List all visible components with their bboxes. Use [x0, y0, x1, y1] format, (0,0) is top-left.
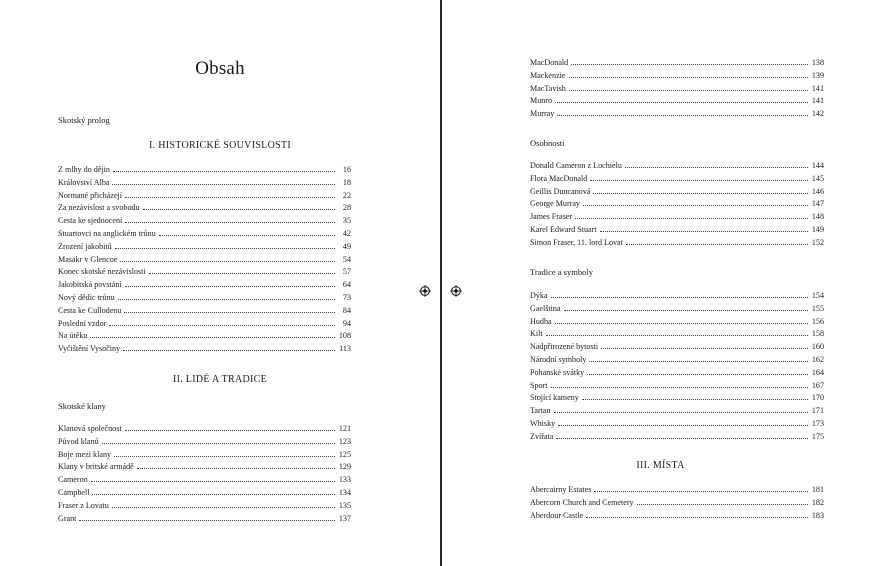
- toc-entry: [530, 406, 824, 419]
- toc-entry: [530, 238, 824, 251]
- toc-entry-title: Hudba: [530, 316, 552, 326]
- toc-entry-title: Království Alba: [58, 177, 110, 187]
- toc-entry-title: Karel Edward Stuart: [530, 224, 597, 234]
- toc-entry-page-number: 135: [338, 500, 351, 510]
- toc-entry-title: Donald Cameron z Lochielu: [530, 161, 622, 170]
- toc-leader-dots: [125, 197, 335, 198]
- toc-entry: [58, 514, 351, 527]
- toc-entry: [58, 280, 351, 293]
- toc-leader-dots: [124, 312, 335, 313]
- toc-entry: [530, 419, 824, 432]
- toc-entry-page-number: 108: [338, 331, 351, 341]
- toc-entry-title: Z mlhy do dějin: [58, 165, 110, 174]
- toc-entry-title: Aberdour Castle: [530, 510, 584, 520]
- toc-entry-title: Cameron: [58, 475, 88, 485]
- toc-entry: [530, 71, 824, 84]
- toc-entry: [58, 267, 351, 280]
- toc-entry: [530, 355, 824, 368]
- toc-leader-dots: [149, 273, 335, 274]
- toc-entry: [530, 199, 824, 212]
- toc-entry: [58, 437, 351, 450]
- toc-entry-title: Abercairny Estates: [530, 485, 592, 494]
- toc-entry-page-number: 134: [338, 487, 351, 497]
- toc-entry-page-number: 84: [342, 305, 351, 315]
- toc-entry: [58, 475, 351, 488]
- toc-leader-dots: [109, 325, 335, 326]
- toc-entry: [58, 424, 351, 437]
- toc-entry-title: Stojící kameny: [530, 393, 579, 403]
- toc-entry-page-number: 42: [342, 228, 351, 238]
- toc-entry: [530, 58, 824, 71]
- toc-entry: [530, 432, 824, 445]
- toc-leader-dots: [91, 481, 335, 482]
- section-heading-places: III. MÍSTA: [636, 460, 685, 471]
- toc-entry-page-number: 28: [342, 203, 351, 213]
- toc-leader-dots: [586, 517, 808, 518]
- toc-entry-page-number: 57: [342, 267, 351, 277]
- toc-entry: [58, 203, 351, 216]
- toc-entry-page-number: 149: [811, 224, 824, 234]
- toc-entry-title: Boje mezi klany: [58, 449, 112, 459]
- toc-entry-title: Sport: [530, 380, 548, 390]
- toc-entry: [530, 84, 824, 97]
- toc-entry-page-number: 139: [811, 70, 824, 80]
- toc-entry-title: Murray: [530, 109, 555, 119]
- toc-list-clans: [58, 424, 351, 526]
- toc-leader-dots: [564, 310, 808, 311]
- toc-entry: [530, 393, 824, 406]
- toc-entry: [58, 229, 351, 242]
- toc-entry: [58, 165, 351, 178]
- toc-leader-dots: [118, 299, 335, 300]
- toc-leader-dots: [594, 491, 808, 492]
- toc-leader-dots: [575, 218, 808, 219]
- toc-list-historic: [58, 165, 351, 357]
- toc-entry-title: Nadpřirozené bytosti: [530, 342, 599, 352]
- toc-entry: [530, 212, 824, 225]
- section-heading-people: II. LIDÉ A TRADICE: [172, 374, 268, 385]
- toc-entry-title: Campbell: [58, 487, 90, 497]
- toc-entry: [58, 306, 351, 319]
- toc-entry-title: Původ klanů: [58, 436, 99, 446]
- toc-entry-title: Za nezávislost a svobodu: [58, 203, 140, 213]
- toc-entry-title: Vyčištění Vysočiny: [58, 344, 121, 354]
- toc-entry-page-number: 141: [811, 83, 824, 93]
- toc-entry-title: Abercorn Church and Cemetery: [530, 497, 634, 507]
- toc-entry: [58, 319, 351, 332]
- toc-entry-page-number: 113: [339, 344, 351, 354]
- toc-entry-page-number: 35: [342, 216, 351, 226]
- toc-entry-title: Normané přicházejí: [58, 190, 123, 200]
- toc-entry-page-number: 173: [811, 418, 824, 428]
- toc-entry-title: James Fraser: [530, 212, 573, 222]
- toc-entry: [58, 331, 351, 344]
- toc-entry-title: Masakr v Glencoe: [58, 254, 118, 264]
- toc-entry: [530, 174, 824, 187]
- toc-entry-page-number: 148: [811, 212, 824, 222]
- toc-list-clans-continued: [530, 58, 824, 122]
- toc-entry-title: Munro: [530, 96, 553, 106]
- toc-entry: [530, 485, 824, 498]
- toc-leader-dots: [125, 430, 335, 431]
- toc-leader-dots: [90, 337, 335, 338]
- toc-entry-title: Cesta ke sjednocení: [58, 216, 123, 226]
- toc-leader-dots: [551, 387, 808, 388]
- toc-entry-page-number: 162: [811, 354, 824, 364]
- toc-entry-page-number: 123: [338, 436, 351, 446]
- toc-entry-page-number: 144: [811, 161, 824, 170]
- toc-entry: [530, 511, 824, 524]
- toc-entry: [530, 225, 824, 238]
- toc-entry-page-number: 183: [811, 510, 824, 520]
- toc-entry-page-number: 64: [342, 280, 351, 290]
- toc-leader-dots: [600, 231, 808, 232]
- toc-leader-dots: [593, 193, 808, 194]
- registration-mark-right-icon: [450, 285, 462, 297]
- toc-entry-page-number: 49: [342, 241, 351, 251]
- toc-leader-dots: [120, 261, 335, 262]
- toc-leader-dots: [102, 443, 335, 444]
- toc-entry: [530, 109, 824, 122]
- toc-entry-page-number: 154: [811, 291, 824, 300]
- toc-entry-title: George Murray: [530, 199, 580, 209]
- toc-leader-dots: [582, 399, 808, 400]
- toc-entry: [58, 242, 351, 255]
- toc-leader-dots: [637, 504, 808, 505]
- toc-entry-page-number: 156: [811, 316, 824, 326]
- toc-entry: [530, 161, 824, 174]
- toc-entry-title: Mackenzie: [530, 70, 566, 80]
- toc-list-traditions: [530, 291, 824, 445]
- toc-entry-page-number: 129: [338, 462, 351, 472]
- toc-entry: [58, 255, 351, 268]
- toc-entry: [58, 293, 351, 306]
- toc-entry-title: Klany v britské armádě: [58, 462, 134, 472]
- toc-entry-page-number: 175: [811, 431, 824, 441]
- toc-entry-page-number: 167: [811, 380, 824, 390]
- toc-leader-dots: [112, 184, 335, 185]
- toc-entry-title: Cesta ke Cullodenu: [58, 305, 122, 315]
- toc-entry-title: Grant: [58, 513, 77, 523]
- toc-leader-dots: [626, 244, 808, 245]
- toc-entry-page-number: 152: [811, 237, 824, 247]
- toc-entry-page-number: 182: [811, 497, 824, 507]
- toc-entry-title: Pohanské svátky: [530, 367, 585, 377]
- toc-leader-dots: [569, 77, 808, 78]
- toc-entry-page-number: 171: [811, 406, 824, 416]
- toc-leader-dots: [159, 235, 335, 236]
- toc-leader-dots: [557, 115, 808, 116]
- toc-leader-dots: [587, 374, 808, 375]
- toc-leader-dots: [125, 286, 335, 287]
- toc-entry-title: Zrození jakobitů: [58, 241, 112, 251]
- toc-entry: [58, 462, 351, 475]
- toc-entry: [58, 178, 351, 191]
- toc-entry: [530, 329, 824, 342]
- subheading-clans: Skotské klany: [58, 401, 106, 411]
- toc-entry-title: Flora MacDonald: [530, 173, 588, 183]
- toc-entry-page-number: 147: [811, 199, 824, 209]
- toc-entry: [58, 344, 351, 357]
- toc-prolog: Skotský prolog: [58, 115, 110, 125]
- toc-entry-page-number: 137: [338, 513, 351, 523]
- toc-entry-page-number: 164: [811, 367, 824, 377]
- toc-entry-title: Jakobitská povstání: [58, 280, 122, 290]
- toc-list-places: [530, 485, 824, 523]
- subheading-traditions: Tradice a symboly: [530, 267, 593, 277]
- subheading-personalities: Osobnosti: [530, 138, 565, 148]
- toc-entry-page-number: 54: [342, 254, 351, 264]
- toc-entry-page-number: 155: [811, 303, 824, 313]
- toc-entry-title: MacTavish: [530, 83, 566, 93]
- toc-leader-dots: [556, 438, 808, 439]
- toc-leader-dots: [555, 323, 808, 324]
- toc-entry-page-number: 160: [811, 342, 824, 352]
- toc-entry-title: Stuartovci na anglickém trůnu: [58, 228, 156, 238]
- toc-leader-dots: [115, 248, 335, 249]
- toc-entry: [530, 368, 824, 381]
- toc-leader-dots: [551, 297, 808, 298]
- toc-entry-title: Na útěku: [58, 331, 88, 341]
- toc-entry-title: Konec skotské nezávislosti: [58, 267, 146, 277]
- section-heading-historic: I. HISTORICKÉ SOUVISLOSTI: [148, 140, 292, 151]
- toc-entry: [530, 187, 824, 200]
- toc-entry-title: Gaelština: [530, 303, 561, 313]
- toc-entry: [58, 501, 351, 514]
- toc-entry-page-number: 16: [342, 165, 351, 174]
- toc-entry-page-number: 145: [811, 173, 824, 183]
- toc-entry: [530, 96, 824, 109]
- toc-list-personalities: [530, 161, 824, 251]
- toc-entry-title: Simon Fraser, 11. lord Lovat: [530, 237, 623, 247]
- toc-entry-page-number: 146: [811, 186, 824, 196]
- toc-entry-title: Whisky: [530, 418, 556, 428]
- toc-entry-title: Kilt: [530, 329, 543, 339]
- toc-entry-page-number: 158: [811, 329, 824, 339]
- toc-entry: [530, 317, 824, 330]
- toc-leader-dots: [601, 348, 808, 349]
- page-title: Obsah: [195, 58, 245, 79]
- toc-entry-page-number: 133: [338, 475, 351, 485]
- toc-leader-dots: [589, 361, 808, 362]
- toc-leader-dots: [590, 180, 808, 181]
- toc-leader-dots: [571, 64, 808, 65]
- toc-entry-title: Zvířata: [530, 431, 554, 441]
- toc-entry-page-number: 18: [342, 177, 351, 187]
- toc-entry-page-number: 141: [811, 96, 824, 106]
- toc-leader-dots: [123, 350, 335, 351]
- toc-entry-title: Národní symboly: [530, 354, 587, 364]
- toc-leader-dots: [583, 205, 808, 206]
- toc-entry: [530, 498, 824, 511]
- toc-entry: [58, 488, 351, 501]
- toc-entry-page-number: 121: [338, 424, 351, 433]
- right-page: [441, 0, 880, 566]
- toc-leader-dots: [92, 494, 335, 495]
- toc-leader-dots: [569, 90, 808, 91]
- toc-entry-page-number: 181: [811, 485, 824, 494]
- toc-entry-title: Klanová společnost: [58, 424, 122, 433]
- toc-entry-page-number: 138: [811, 58, 824, 67]
- toc-entry: [58, 191, 351, 204]
- toc-leader-dots: [558, 425, 808, 426]
- toc-leader-dots: [555, 102, 808, 103]
- toc-entry: [530, 291, 824, 304]
- toc-entry-title: Fraser z Lovatu: [58, 500, 109, 510]
- toc-leader-dots: [113, 171, 335, 172]
- toc-leader-dots: [554, 412, 808, 413]
- toc-entry-title: Geillis Duncanová: [530, 186, 591, 196]
- toc-entry-title: Dýka: [530, 291, 548, 300]
- toc-entry: [58, 216, 351, 229]
- toc-entry-page-number: 142: [811, 109, 824, 119]
- toc-leader-dots: [137, 468, 335, 469]
- toc-entry-page-number: 125: [338, 449, 351, 459]
- toc-entry-page-number: 22: [342, 190, 351, 200]
- toc-entry-title: MacDonald: [530, 58, 569, 67]
- toc-entry-page-number: 170: [811, 393, 824, 403]
- toc-leader-dots: [546, 335, 808, 336]
- toc-entry-page-number: 73: [342, 292, 351, 302]
- toc-entry-page-number: 94: [342, 318, 351, 328]
- toc-entry-title: Nový dědic trůnu: [58, 292, 115, 302]
- toc-leader-dots: [625, 167, 808, 168]
- registration-mark-left-icon: [419, 285, 431, 297]
- toc-entry: [530, 381, 824, 394]
- toc-entry: [530, 304, 824, 317]
- toc-leader-dots: [79, 520, 335, 521]
- toc-leader-dots: [112, 507, 335, 508]
- toc-leader-dots: [143, 209, 335, 210]
- toc-leader-dots: [114, 456, 335, 457]
- toc-entry-title: Poslední vzdor: [58, 318, 107, 328]
- toc-entry: [530, 342, 824, 355]
- toc-entry: [58, 450, 351, 463]
- toc-entry-title: Tartan: [530, 406, 551, 416]
- toc-leader-dots: [125, 222, 335, 223]
